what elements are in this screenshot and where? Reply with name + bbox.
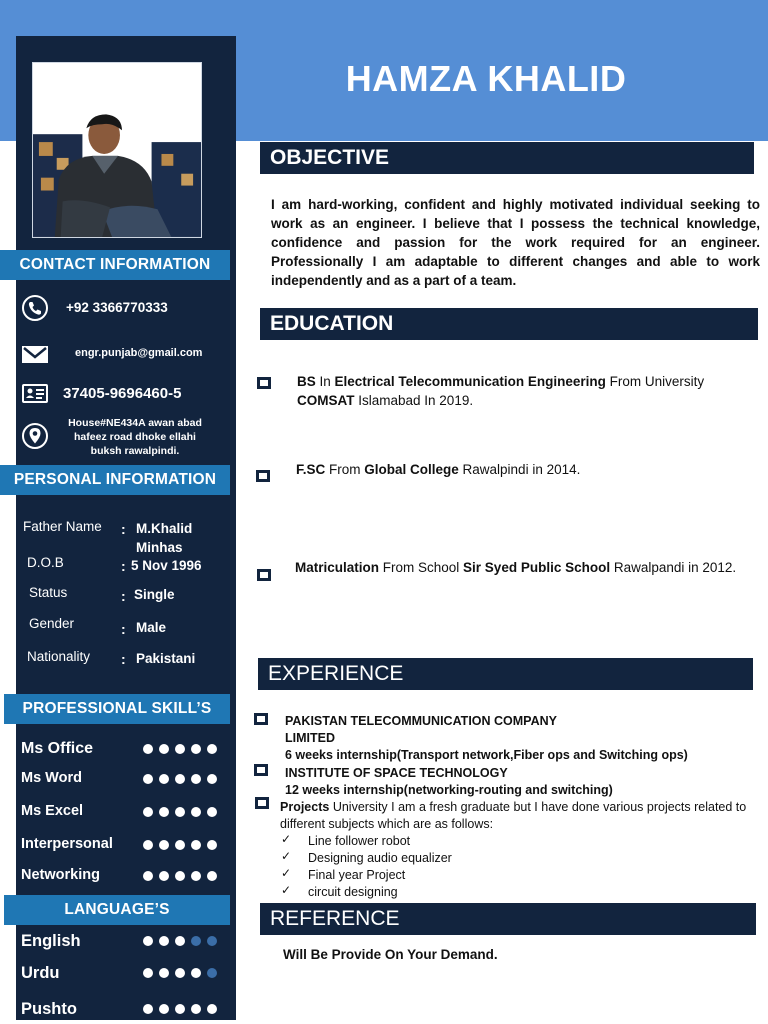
education-heading: EDUCATION [260,308,758,340]
rating-dot-filled [207,744,217,754]
rating-dot-empty [207,968,217,978]
degree-institution: Global College [364,462,459,477]
rating-dot-filled [159,774,169,784]
objective-heading: OBJECTIVE [260,142,754,174]
projects-text: University I am a fresh graduate but I have done various projects related to different subjects which are as follows: [280,800,747,831]
rating-dot-filled [175,871,185,881]
rating-dot-filled [207,1004,217,1014]
rating-dot-filled [159,807,169,817]
internship-detail: 12 weeks internship(networking-routing and switching) [285,783,613,797]
skill-name: Ms Excel [21,803,84,819]
experience-bullet-icon [254,713,268,725]
rating-dot-filled [143,968,153,978]
phone-icon [21,294,49,322]
rating-dot-filled [191,1004,201,1014]
project-item: Line follower robot [308,834,411,848]
rating-dot-filled [143,936,153,946]
degree-field: Electrical Telecommunication Engineering [334,374,606,389]
dob-colon: : [121,558,126,574]
degree-name: F.SC [296,462,326,477]
degree-from: From University [605,374,705,389]
rating-dot-empty [191,936,201,946]
rating-dot-filled [175,840,185,850]
education-entry [295,558,755,577]
rating-dot-filled [175,1004,185,1014]
status-label: Status [29,585,68,600]
rating-dot-filled [191,840,201,850]
objective-text: I am hard-working, confident and highly motivated individual seeking to work as an engineer. I believe that I possess the technical knowledge, confidence and passion for the work required for an engineer. Professionally I am adaptable to different changes and able to work independently and as a part of a team. [271,197,760,288]
experience-heading: EXPERIENCE [258,658,753,690]
rating-dot-filled [191,744,201,754]
projects-label: Projects [280,800,330,814]
nationality-colon: : [121,651,126,667]
father-name-value: M.Khalid Minhas [136,521,193,555]
rating-dot-filled [143,1004,153,1014]
location-pin-icon [21,422,49,450]
dob-value: 5 Nov 1996 [131,558,202,573]
rating-dot-filled [159,968,169,978]
email-icon [21,340,49,368]
checkmark-icon: ✓ [281,883,292,897]
internship-detail: 6 weeks internship(Transport network,Fiber ops and Switching ops) [285,748,688,762]
checkmark-icon: ✓ [281,832,292,846]
degree-from: From School [379,560,464,575]
postal-address: House#NE434A awan abad hafeez road dhoke ellahi buksh rawalpindi. [68,417,202,457]
rating-dots [143,774,217,784]
rating-dots [143,1004,217,1014]
education-entry [297,372,757,410]
checkmark-icon: ✓ [281,849,292,863]
rating-dot-filled [207,807,217,817]
email-address: engr.punjab@gmail.com [75,347,203,359]
skill-name: Ms Office [21,740,94,757]
rating-dot-filled [143,871,153,881]
rating-dots [143,840,217,850]
rating-dot-filled [143,807,153,817]
rating-dot-filled [207,774,217,784]
rating-dot-filled [175,807,185,817]
experience-bullet-icon [254,764,268,776]
rating-dot-filled [159,744,169,754]
language-name: English [21,932,81,950]
profile-photo [32,62,202,238]
gender-colon: : [121,621,126,637]
gender-label: Gender [29,616,75,631]
rating-dots [143,744,217,754]
education-bullet-icon [256,470,270,482]
checkmark-icon: ✓ [281,866,292,880]
degree-location-year: Rawalpindi in 2014. [458,462,581,477]
rating-dot-filled [175,774,185,784]
rating-dot-filled [175,968,185,978]
contact-section-title: CONTACT INFORMATION [0,250,230,280]
language-name: Pushto [21,1000,77,1018]
company-name: INSTITUTE OF SPACE TECHNOLOGY [285,766,508,780]
degree-name: BS [297,374,316,389]
rating-dot-filled [175,936,185,946]
rating-dot-filled [159,936,169,946]
languages-section-title: LANGUAGE’S [4,895,230,925]
company-name-cont: LIMITED [285,731,335,745]
skill-name: Networking [21,867,100,883]
reference-heading: REFERENCE [260,903,756,935]
rating-dots [143,871,217,881]
company-name: PAKISTAN TELECOMMUNICATION COMPANY [285,714,557,728]
projects-description [280,799,758,833]
rating-dot-filled [191,774,201,784]
rating-dot-filled [175,744,185,754]
reference-text: Will Be Provide On Your Demand. [283,947,498,962]
degree-location-year: Islamabad In 2019. [354,393,474,408]
personal-section-title: PERSONAL INFORMATION [0,465,230,495]
rating-dot-filled [207,840,217,850]
rating-dots [143,936,217,946]
degree-from: From [325,462,365,477]
rating-dot-filled [143,744,153,754]
skill-name: Ms Word [21,770,82,786]
degree-institution: Sir Syed Public School [463,560,611,575]
phone-number: +92 3366770333 [66,300,168,315]
degree-location-year: Rawalpandi in 2012. [610,560,737,575]
degree-connector: In [315,374,335,389]
rating-dot-filled [191,807,201,817]
nationality-label: Nationality [27,649,91,664]
nationality-value: Pakistani [136,651,196,666]
id-card-icon [21,380,49,408]
project-item: Final year Project [308,868,406,882]
education-bullet-icon [257,377,271,389]
rating-dots [143,968,217,978]
degree-name: Matriculation [295,560,380,575]
father-name-colon: : [121,521,126,537]
rating-dot-empty [207,936,217,946]
education-entry [296,460,756,479]
id-number: 37405-9696460-5 [63,385,182,402]
rating-dot-filled [143,774,153,784]
skills-section-title: PROFESSIONAL SKILL’S [4,694,230,724]
project-item: circuit designing [308,885,398,899]
degree-institution: COMSAT [297,393,355,408]
dob-label: D.O.B [27,555,64,570]
education-bullet-icon [257,569,271,581]
rating-dot-filled [191,968,201,978]
rating-dot-filled [207,871,217,881]
status-value: Single [134,587,175,602]
gender-value: Male [136,620,167,635]
rating-dots [143,807,217,817]
rating-dot-filled [191,871,201,881]
experience-bullet-icon [255,797,269,809]
rating-dot-filled [159,871,169,881]
status-colon: : [121,588,126,604]
project-item: Designing audio equalizer [308,851,452,865]
rating-dot-filled [159,1004,169,1014]
rating-dot-filled [143,840,153,850]
language-name: Urdu [21,964,60,982]
rating-dot-filled [159,840,169,850]
candidate-name: HAMZA KHALID [345,58,627,99]
skill-name: Interpersonal [21,836,113,852]
profile-photo-image [33,63,201,237]
father-name-label: Father Name [23,519,102,534]
